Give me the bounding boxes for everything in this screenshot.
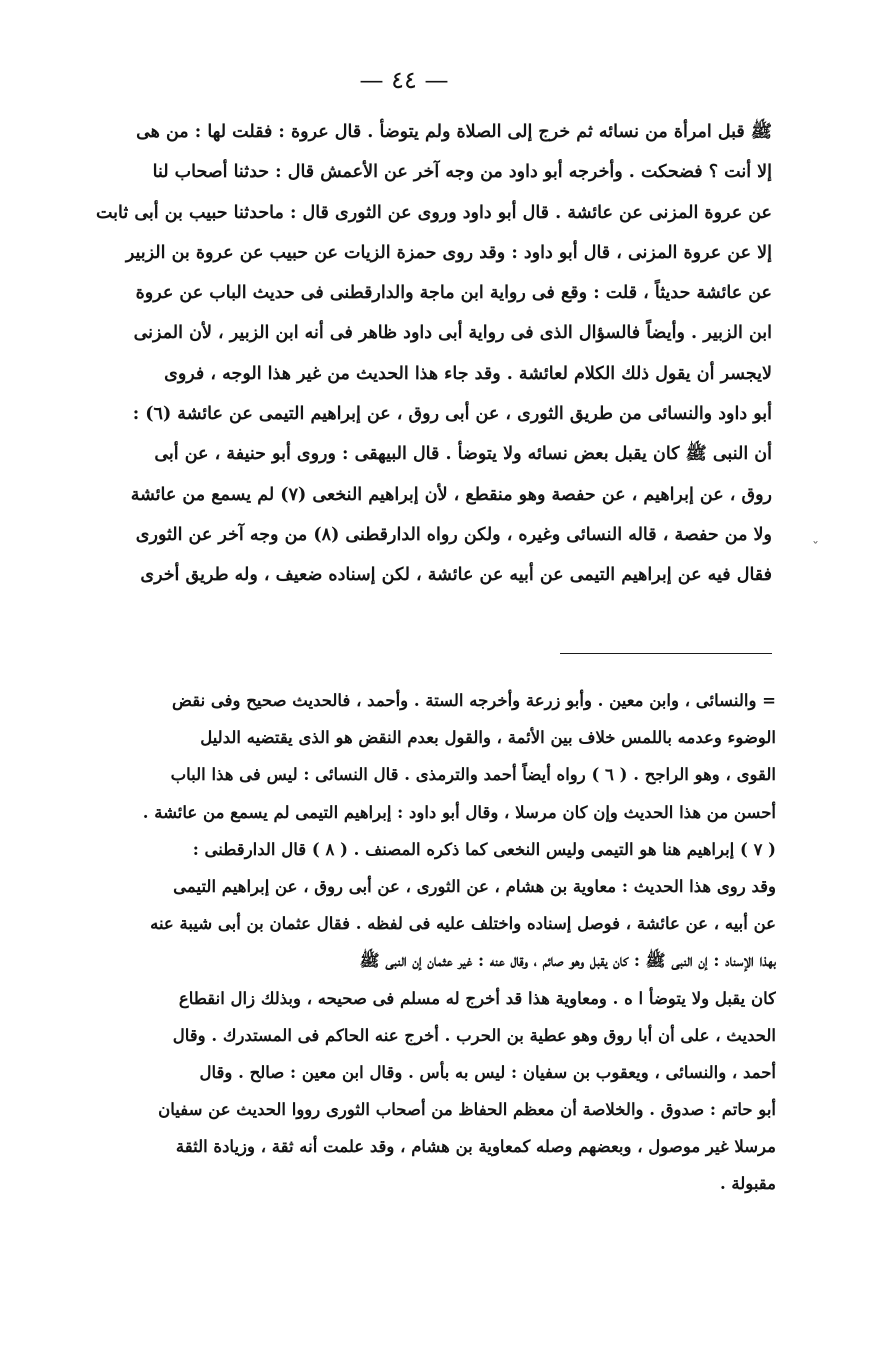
footnote-line: القوى ، وهو الراجح . ( ٦ ) رواه أيضاً أحمد والترمذى . قال النسائى : ليس فى هذا الباب bbox=[170, 765, 776, 785]
footnote-line: الحديث ، على أن أبا روق وهو عطية بن الحرب . أخرج عنه الحاكم فى المستدرك . وقال bbox=[172, 1025, 776, 1045]
footnote-line: أحسن من هذا الحديث وإن كان مرسلا ، وقال أبو داود : إبراهيم التيمى لم يسمع من عائشة . bbox=[142, 802, 776, 822]
footnote-line: أحمد ، والنسائى ، ويعقوب بن سفيان : ليس به بأس . وقال ابن معين : صالح . وقال bbox=[199, 1062, 776, 1082]
body-line: عن عائشة حديثاً ، قلت : وقع فى رواية ابن ماجة والدارقطنى فى حديث الباب عن عروة bbox=[135, 283, 772, 304]
body-line: إلا عن عروة المزنى ، قال أبو داود : وقد روى حمزة الزيات عن حبيب عن عروة بن الزبير bbox=[125, 242, 772, 263]
footnote-line: عن أبيه ، عن عائشة ، فوصل إسناده واختلف عليه فى لفظه . فقال عثمان بن أبى شيبة عنه bbox=[150, 914, 776, 934]
body-line: ﷺ قبل امرأة من نسائه ثم خرج إلى الصلاة ولم يتوضأ . قال عروة : فقلت لها : من هى bbox=[136, 122, 772, 142]
body-line: روق ، عن إبراهيم ، عن حفصة وهو منقطع ، لأن إبراهيم النخعى (٧) لم يسمع من عائشة bbox=[130, 484, 772, 505]
footnote-line: كان يقبل ولا يتوضأ ا ه . ومعاوية هذا قد أخرج له مسلم فى صحيحه ، وبذلك زال انقطاع bbox=[178, 988, 776, 1008]
page-number: — ٤٤ — bbox=[359, 66, 449, 94]
body-line: لايجسر أن يقول ذلك الكلام لعائشة . وقد جاء هذا الحديث من غير هذا الوجه ، فروى bbox=[164, 363, 772, 384]
footnote-line: مرسلا غير موصول ، وبعضهم وصله كمعاوية بن هشام ، وقد علمت أنه ثقة ، وزيادة الثقة bbox=[175, 1137, 776, 1157]
footnote-line: بهذا الإسناد : إن النبى ﷺ : كان يقبل وهو صائم ، وقال عنه : غير عثمان إن النبى ﷺ bbox=[359, 951, 776, 971]
footnote-line: ( ٧ ) إبراهيم هنا هو التيمى وليس النخعى كما ذكره المصنف . ( ٨ ) قال الدارقطنى : bbox=[192, 839, 776, 859]
body-line: عن عروة المزنى عن عائشة . قال أبو داود وروى عن الثورى قال : ماحدثنا حبيب بن أبى ثابت bbox=[95, 202, 772, 223]
margin-mark: ˇ bbox=[812, 540, 819, 556]
body-line: إلا أنت ؟ فضحكت . وأخرجه أبو داود من وجه آخر عن الأعمش قال : حدثنا أصحاب لنا bbox=[152, 162, 772, 183]
body-line: ابن الزبير . وأيضاً فالسؤال الذى فى رواية أبى داود ظاهر فى أنه ابن الزبير ، لأن المزنى bbox=[133, 323, 772, 344]
footnote-line: أبو حاتم : صدوق . والخلاصة أن معظم الحفاظ من أصحاب الثورى رووا الحديث عن سفيان bbox=[158, 1100, 776, 1120]
footnote-line: الوضوء وعدمه باللمس خلاف بين الأئمة ، والقول بعدم النقض هو الذى يقتضيه الدليل bbox=[200, 728, 776, 748]
main-body-text bbox=[26, 112, 772, 596]
footnote-line: مقبولة . bbox=[719, 1174, 776, 1194]
body-line: ولا من حفصة ، قاله النسائى وغيره ، ولكن رواه الدارقطنى (٨) من وجه آخر عن الثورى bbox=[135, 524, 772, 545]
body-line: أن النبى ﷺ كان يقبل بعض نسائه ولا يتوضأ . قال البيهقى : وروى أبو حنيفة ، عن أبى bbox=[154, 444, 772, 465]
footnotes-text bbox=[24, 682, 776, 1203]
footnote-line: وقد روى هذا الحديث : معاوية بن هشام ، عن الثورى ، عن أبى روق ، عن إبراهيم التيمى bbox=[173, 876, 776, 896]
body-line: أبو داود والنسائى من طريق الثورى ، عن أبى روق ، عن إبراهيم التيمى عن عائشة (٦) : bbox=[132, 404, 772, 425]
body-line: فقال فيه عن إبراهيم التيمى عن أبيه عن عائشة ، لكن إسناده ضعيف ، وله طريق أخرى bbox=[140, 565, 772, 586]
footnote-line: = والنسائى ، وابن معين . وأبو زرعة وأخرجه الستة . وأحمد ، فالحديث صحيح وفى نقض bbox=[172, 691, 776, 710]
footnote-divider bbox=[560, 653, 772, 654]
